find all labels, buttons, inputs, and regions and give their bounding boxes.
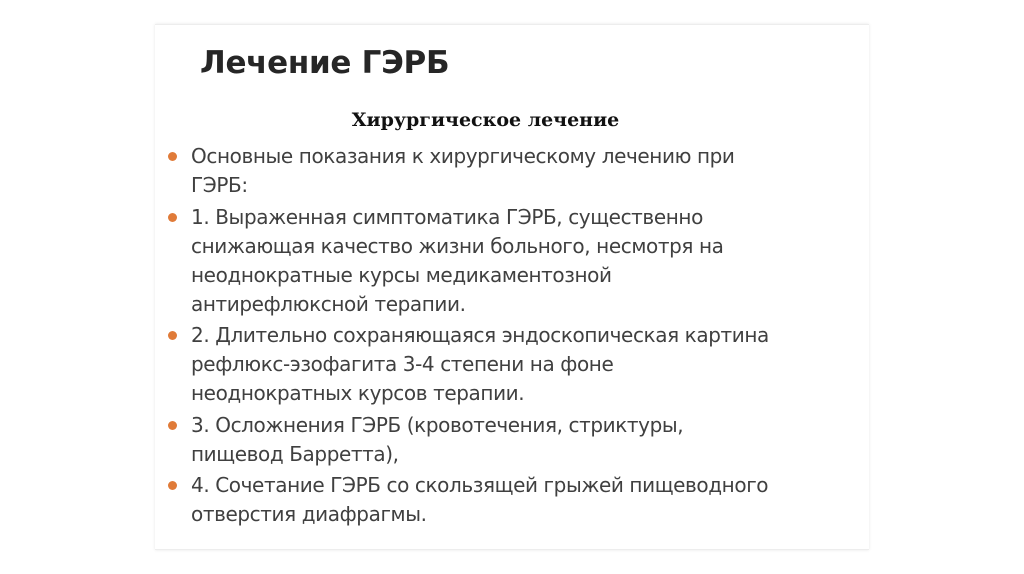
bullet-line: пищевод Барретта),: [191, 441, 399, 466]
bullet-dot-icon: [168, 421, 177, 430]
bullet-line: Основные показания к хирургическому лечению при: [191, 144, 735, 168]
bullet-item: [167, 411, 857, 469]
bullet-line: неоднократных курсов терапии.: [191, 381, 525, 405]
bullet-item: [167, 471, 857, 529]
bullet-line: ГЭРБ:: [191, 173, 248, 197]
bullet-dot-icon: [168, 152, 177, 161]
bullet-list: [167, 142, 857, 532]
bullet-item: [167, 203, 857, 319]
bullet-line: 4. Сочетание ГЭРБ со скользящей грыжей пищеводного: [191, 473, 769, 497]
bullet-dot-icon: [168, 331, 177, 340]
bullet-dot-icon: [168, 481, 177, 490]
bullet-line: 1. Выраженная симптоматика ГЭРБ, существенно: [191, 204, 703, 229]
bullet-line: снижающая качество жизни больного, несмотря на: [191, 233, 724, 258]
slide-title: Лечение ГЭРБ: [200, 45, 450, 81]
bullet-item: [167, 321, 857, 408]
bullet-line: антирефлюксной терапии.: [191, 291, 466, 316]
bullet-item: [167, 142, 857, 200]
bullet-line: неоднократные курсы медикаментозной: [191, 262, 612, 287]
bullet-dot-icon: [168, 213, 177, 222]
section-heading: Хирургическое лечение: [351, 109, 620, 131]
bullet-line: отверстия диафрагмы.: [191, 502, 427, 526]
bullet-line: рефлюкс-эзофагита 3-4 степени на фоне: [191, 352, 614, 376]
bullet-line: 2. Длительно сохраняющаяся эндоскопическая картина: [191, 323, 769, 347]
slide: [155, 24, 869, 550]
bullet-line: 3. Осложнения ГЭРБ (кровотечения, стриктуры,: [191, 412, 684, 437]
